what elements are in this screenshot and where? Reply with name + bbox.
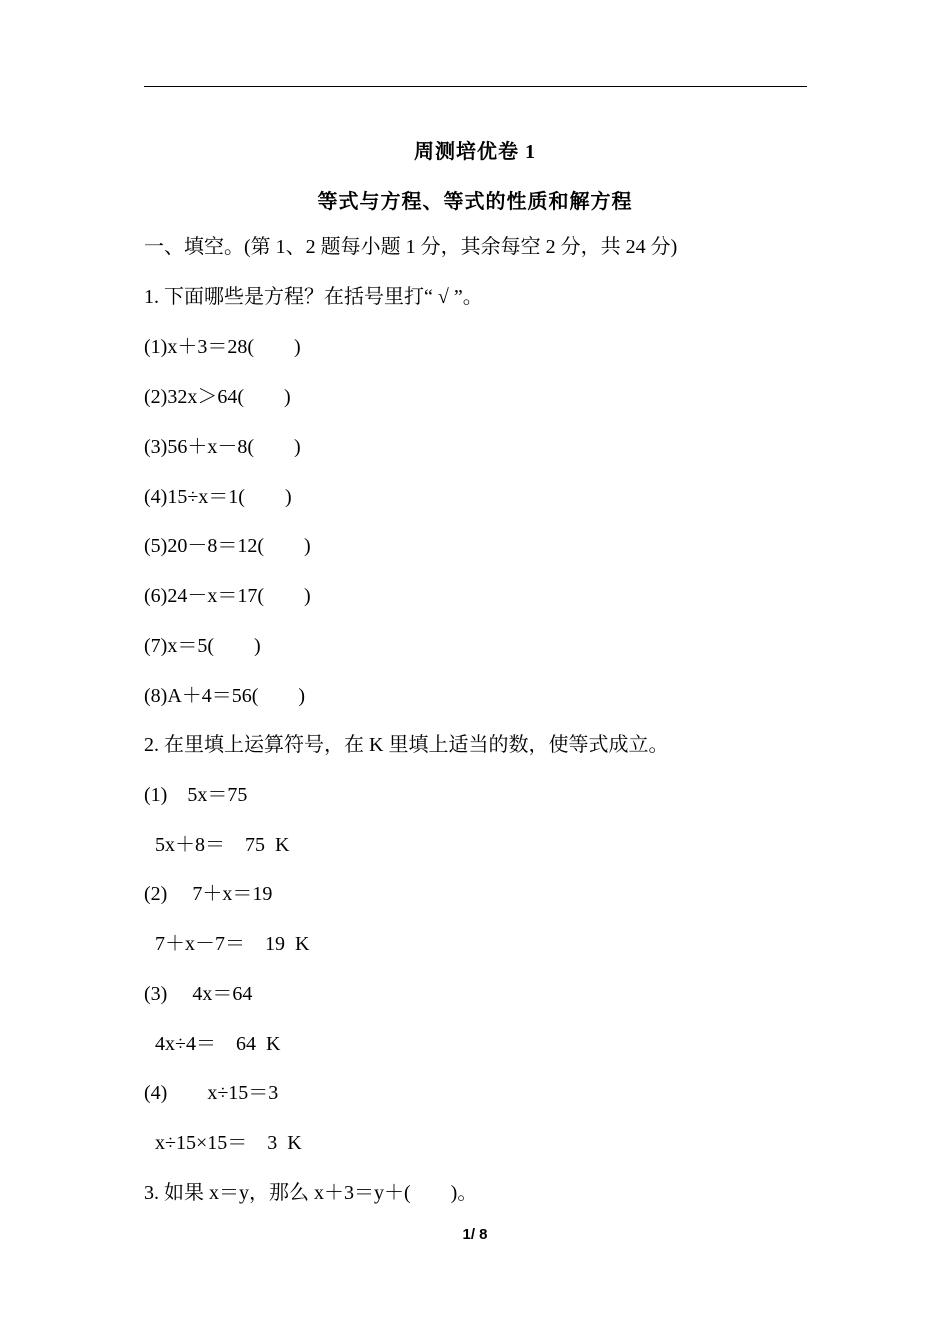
q2-item-1-step: 5x＋8＝ 75 K — [155, 834, 290, 856]
q2-item-4-step: x÷15×15＝ 3 K — [155, 1132, 302, 1154]
header-rule — [144, 86, 807, 87]
q1-item-6: (6)24－x＝17( ) — [144, 585, 311, 607]
q1-item-7: (7)x＝5( ) — [144, 635, 261, 657]
q1-item-3: (3)56＋x－8( ) — [144, 436, 301, 458]
question-2-prompt: 2. 在里填上运算符号，在 K 里填上适当的数，使等式成立。 — [144, 734, 669, 756]
q1-item-1: (1)x＋3＝28( ) — [144, 336, 301, 358]
question-3-prompt: 3. 如果 x＝y，那么 x＋3＝y＋( )。 — [144, 1182, 478, 1204]
q2-item-3-label: (3) 4x＝64 — [144, 983, 253, 1005]
q1-item-8: (8)A＋4＝56( ) — [144, 685, 306, 707]
page-subtitle: 等式与方程、等式的性质和解方程 — [317, 191, 633, 213]
section-heading: 一、填空。(第 1、2 题每小题 1 分，其余每空 2 分，共 24 分) — [144, 236, 678, 258]
q2-item-2-step: 7＋x－7＝ 19 K — [155, 933, 310, 955]
q2-item-2-label: (2) 7＋x＝19 — [144, 883, 273, 905]
q2-item-4-label: (4) x÷15＝3 — [144, 1082, 279, 1104]
q1-item-2: (2)32x＞64( ) — [144, 386, 291, 408]
page-number: 1/ 8 — [462, 1226, 488, 1243]
q1-item-5: (5)20－8＝12( ) — [144, 535, 311, 557]
q2-item-3-step: 4x÷4＝ 64 K — [155, 1033, 281, 1055]
page-title: 周测培优卷 1 — [414, 141, 536, 163]
q1-item-4: (4)15÷x＝1( ) — [144, 486, 292, 508]
question-1-prompt: 1. 下面哪些是方程？在括号里打“ √ ”。 — [144, 286, 483, 308]
q2-item-1-label: (1) 5x＝75 — [144, 784, 248, 806]
